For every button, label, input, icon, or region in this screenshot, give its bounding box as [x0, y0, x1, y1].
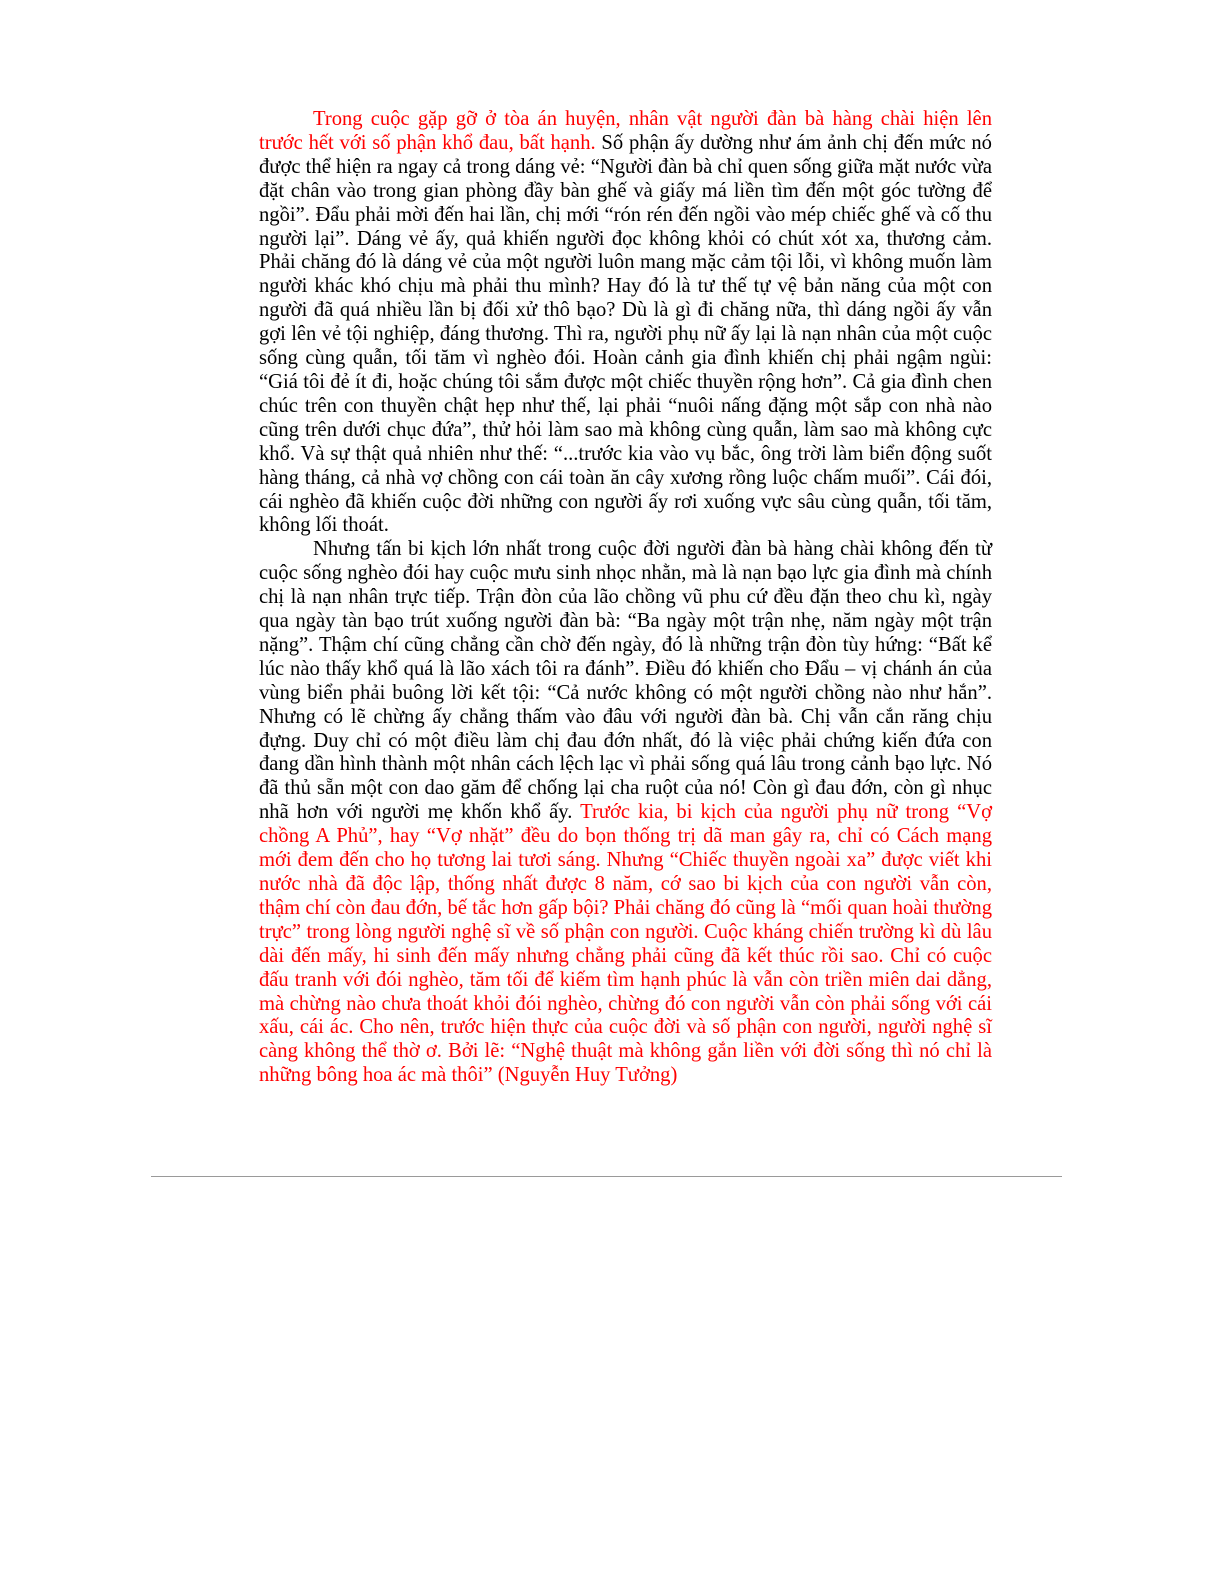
paragraph-1-body: Số phận ấy dường như ám ảnh chị đến mức nó được thể hiện ra ngay cả trong dáng vẻ: “Người đàn bà chỉ quen sống giữa mặt nước vừa đặt chân vào trong gian phòng đầy bàn ghế và giấy má liền tìm đến một góc tường để ngồi”. Đẩu phải mời đến hai lần, chị mới “rón rén đến ngồi vào mép chiếc ghế và cố thu người lại”. Dáng vẻ ấy, quả khiến người đọc không khỏi có chút xót xa, thương cảm. Phải chăng đó là dáng vẻ của một người luôn mang mặc cảm tội lỗi, vì không muốn làm người khác khó chịu mà phải thu mình? Hay đó là tư thế tự vệ bản năng của một con người đã quá nhiều lần bị đối xử thô bạo? Dù là gì đi chăng nữa, thì dáng ngồi ấy vẫn gợi lên vẻ tội nghiệp, đáng thương. Thì ra, người phụ nữ ấy lại là nạn nhân của một cuộc sống cùng quẫn, tối tăm vì nghèo đói. Hoàn cảnh gia đình khiến chị phải ngậm ngùi: “Giá tôi đẻ ít đi, hoặc chúng tôi sắm được một chiếc thuyền rộng hơn”. Cả gia đình chen chúc trên con thuyền chật hẹp như thế, lại phải “nuôi nấng đặng một sắp con nhà nào cũng trên dưới chục đứa”, thử hỏi làm sao mà không cùng quẫn, làm sao mà không cực khổ. Và sự thật quả nhiên như thế: “...trước kia vào vụ bắc, ông trời làm biển động suốt hàng tháng, cả nhà vợ chồng con cái toàn ăn cây xương rồng luộc chấm muối”. Cái đói, cái nghèo đã khiến cuộc đời những con người ấy rơi xuống vực sâu cùng quẫn, tối tăm, không lối thoát. [259, 131, 992, 537]
paragraph-2 [259, 538, 992, 1088]
paragraph-1-highlight: Trong cuộc gặp gỡ ở tòa án huyện, nhân vật người đàn bà hàng chài hiện lên trước hết với số phận khổ đau, bất hạnh. [259, 108, 992, 154]
paragraph-1 [259, 108, 992, 538]
essay-text [259, 108, 992, 1088]
page-divider [151, 1176, 1062, 1177]
paragraph-2-highlight: Trước kia, bi kịch của người phụ nữ trong “Vợ chồng A Phủ”, hay “Vợ nhặt” đều do bọn thống trị dã man gây ra, chỉ có Cách mạng mới đem đến cho họ tương lai tươi sáng. Nhưng “Chiếc thuyền ngoài xa” được viết khi nước nhà đã độc lập, thống nhất được 8 năm, cớ sao bi kịch của con người vẫn còn, thậm chí còn đau đớn, bế tắc hơn gấp bội? Phải chăng đó cũng là “mối quan hoài thường trực” trong lòng người nghệ sĩ về số phận con người. Cuộc kháng chiến trường kì dù lâu dài đến mấy, hi sinh đến mấy nhưng chẳng phải cũng đã kết thúc rồi sao. Chỉ có cuộc đấu tranh với đói nghèo, tăm tối để kiếm tìm hạnh phúc là vẫn còn triền miên dai dẳng, mà chừng nào chưa thoát khỏi đói nghèo, chừng đó con người vẫn còn phải sống với cái xấu, cái ác. Cho nên, trước hiện thực của cuộc đời và số phận con người, người nghệ sĩ càng không thể thờ ơ. Bởi lẽ: “Nghệ thuật mà không gắn liền với đời sống thì nó chỉ là những bông hoa ác mà thôi” (Nguyễn Huy Tưởng) [259, 801, 992, 1087]
paragraph-2-body: Nhưng tấn bi kịch lớn nhất trong cuộc đời người đàn bà hàng chài không đến từ cuộc sống nghèo đói hay cuộc mưu sinh nhọc nhằn, mà là nạn bạo lực gia đình mà chính chị là nạn nhân trực tiếp. Trận đòn của lão chồng vũ phu cứ đều đặn theo chu kì, ngày qua ngày tàn bạo trút xuống người đàn bà: “Ba ngày một trận nhẹ, năm ngày một trận nặng”. Thậm chí cũng chẳng cần chờ đến ngày, đó là những trận đòn tùy hứng: “Bất kể lúc nào thấy khổ quá là lão xách tôi ra đánh”. Điều đó khiến cho Đẩu – vị chánh án của vùng biển phải buông lời kết tội: “Cả nước không có một người chồng nào như hắn”. Nhưng có lẽ chừng ấy chẳng thấm vào đâu với người đàn bà. Chị vẫn cắn răng chịu đựng. Duy chỉ có một điều làm chị đau đớn nhất, đó là việc phải chứng kiến đứa con đang dần hình thành một nhân cách lệch lạc vì phải sống quá lâu trong cảnh bạo lực. Nó đã thủ sẵn một con dao găm để chống lại cha ruột của nó! Còn gì đau đớn, còn gì nhục nhã hơn với người mẹ khốn khổ ấy. [259, 538, 992, 824]
